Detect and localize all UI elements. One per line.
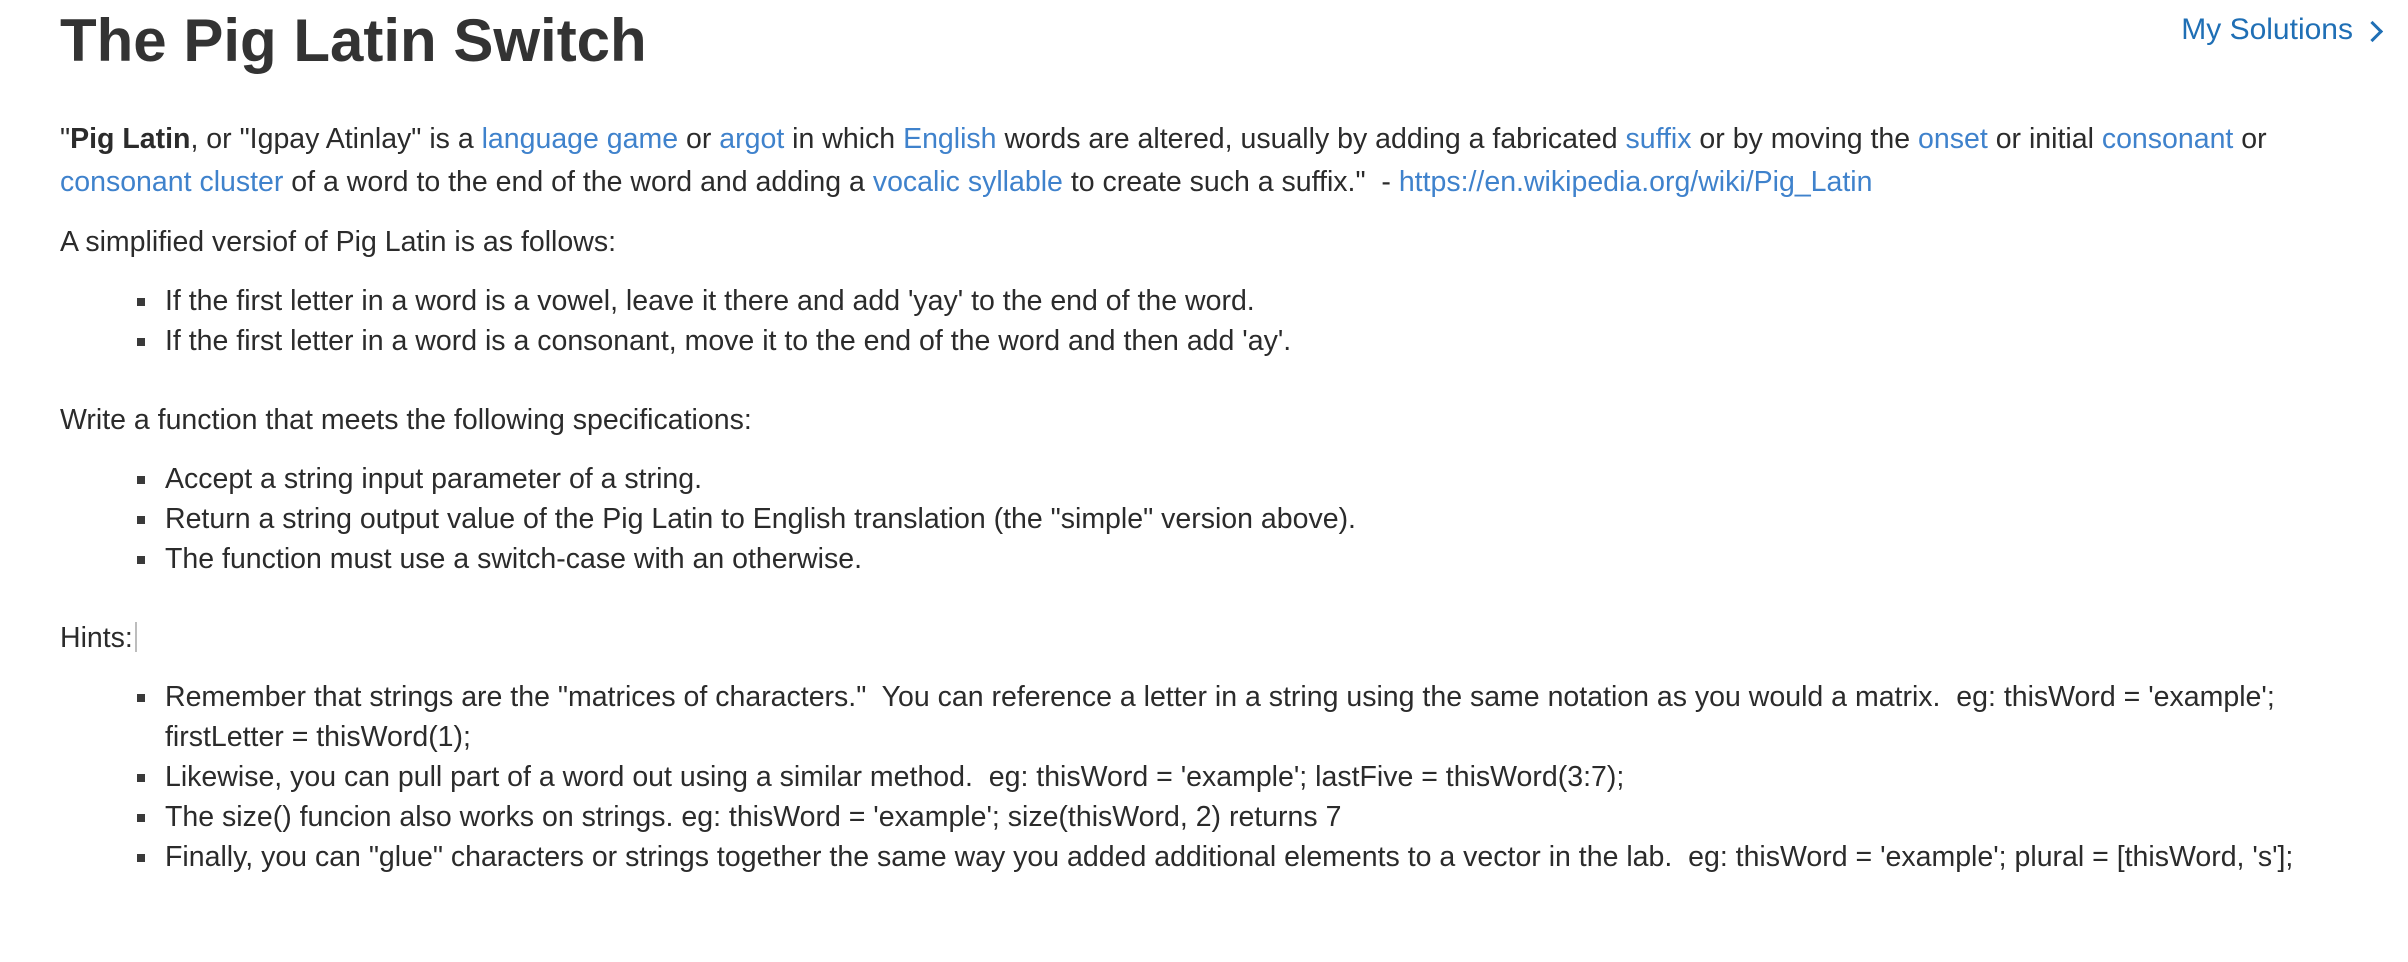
pig-latin-bold: Pig Latin (70, 123, 191, 155)
specs-heading: Write a function that meets the following specifications: (60, 404, 752, 436)
intro-text: or by moving the (1691, 123, 1919, 155)
chevron-right-icon (2362, 20, 2383, 41)
link-suffix[interactable]: suffix (1625, 123, 1692, 155)
intro-text: , or "Igpay Atinlay" is a (190, 123, 482, 155)
intro-text: in which (784, 123, 904, 155)
simplified-heading: A simplified versiof of Pig Latin is as follows: (60, 226, 616, 258)
intro-text: of a word to the end of the word and adding a (283, 166, 873, 198)
hints-heading (60, 617, 2350, 660)
intro-text: " (60, 123, 71, 155)
intro-text: to create such a suffix." - (1062, 166, 1399, 198)
link-consonant-cluster[interactable]: consonant cluster (60, 166, 284, 198)
problem-description (60, 118, 2350, 877)
text-cursor (135, 622, 137, 652)
link-language-game[interactable]: language game (481, 123, 679, 155)
intro-text: or initial (1987, 123, 2102, 155)
list-item: Return a string output value of the Pig Latin to English translation (the "simple" version above). (165, 499, 2350, 539)
intro-quote (60, 118, 2350, 204)
hints-heading-text: Hints: (60, 622, 133, 654)
list-item: Accept a string input parameter of a string. (165, 459, 2350, 499)
list-item: The size() funcion also works on strings. eg: thisWord = 'example'; size(thisWord, 2) returns 7 (165, 797, 2350, 837)
list-item: The function must use a switch-case with an otherwise. (165, 539, 2350, 579)
simplified-rules-list (60, 281, 2350, 361)
link-english[interactable]: English (903, 123, 997, 155)
page-title: The Pig Latin Switch (60, 7, 647, 74)
link-consonant[interactable]: consonant (2101, 123, 2234, 155)
link-onset[interactable]: onset (1918, 123, 1988, 155)
intro-text: or (678, 123, 720, 155)
link-argot[interactable]: argot (719, 123, 785, 155)
intro-text: or (2233, 123, 2267, 155)
link-wikipedia[interactable]: https://en.wikipedia.org/wiki/Pig_Latin (1398, 166, 1873, 198)
list-item: Finally, you can "glue" characters or strings together the same way you added additional elements to a vector in the lab. eg: thisWord = 'example'; plural = [thisWord, 's']; (165, 837, 2350, 877)
my-solutions-link[interactable] (2181, 10, 2380, 50)
specs-list (60, 459, 2350, 579)
list-item: Likewise, you can pull part of a word out using a similar method. eg: thisWord = 'example'; lastFive = thisWord(3:7); (165, 757, 2350, 797)
list-item: Remember that strings are the "matrices of characters." You can reference a letter in a string using the same notation as you would a matrix. eg: thisWord = 'example'; firstLetter = thisWord(1); (165, 677, 2365, 757)
intro-text: words are altered, usually by adding a fabricated (996, 123, 1626, 155)
link-vocalic-syllable[interactable]: vocalic syllable (872, 166, 1063, 198)
list-item: If the first letter in a word is a vowel, leave it there and add 'yay' to the end of the word. (165, 281, 2350, 321)
hints-list (60, 677, 2350, 877)
my-solutions-label: My Solutions (2181, 13, 2353, 46)
list-item: If the first letter in a word is a consonant, move it to the end of the word and then add 'ay'. (165, 321, 2350, 361)
